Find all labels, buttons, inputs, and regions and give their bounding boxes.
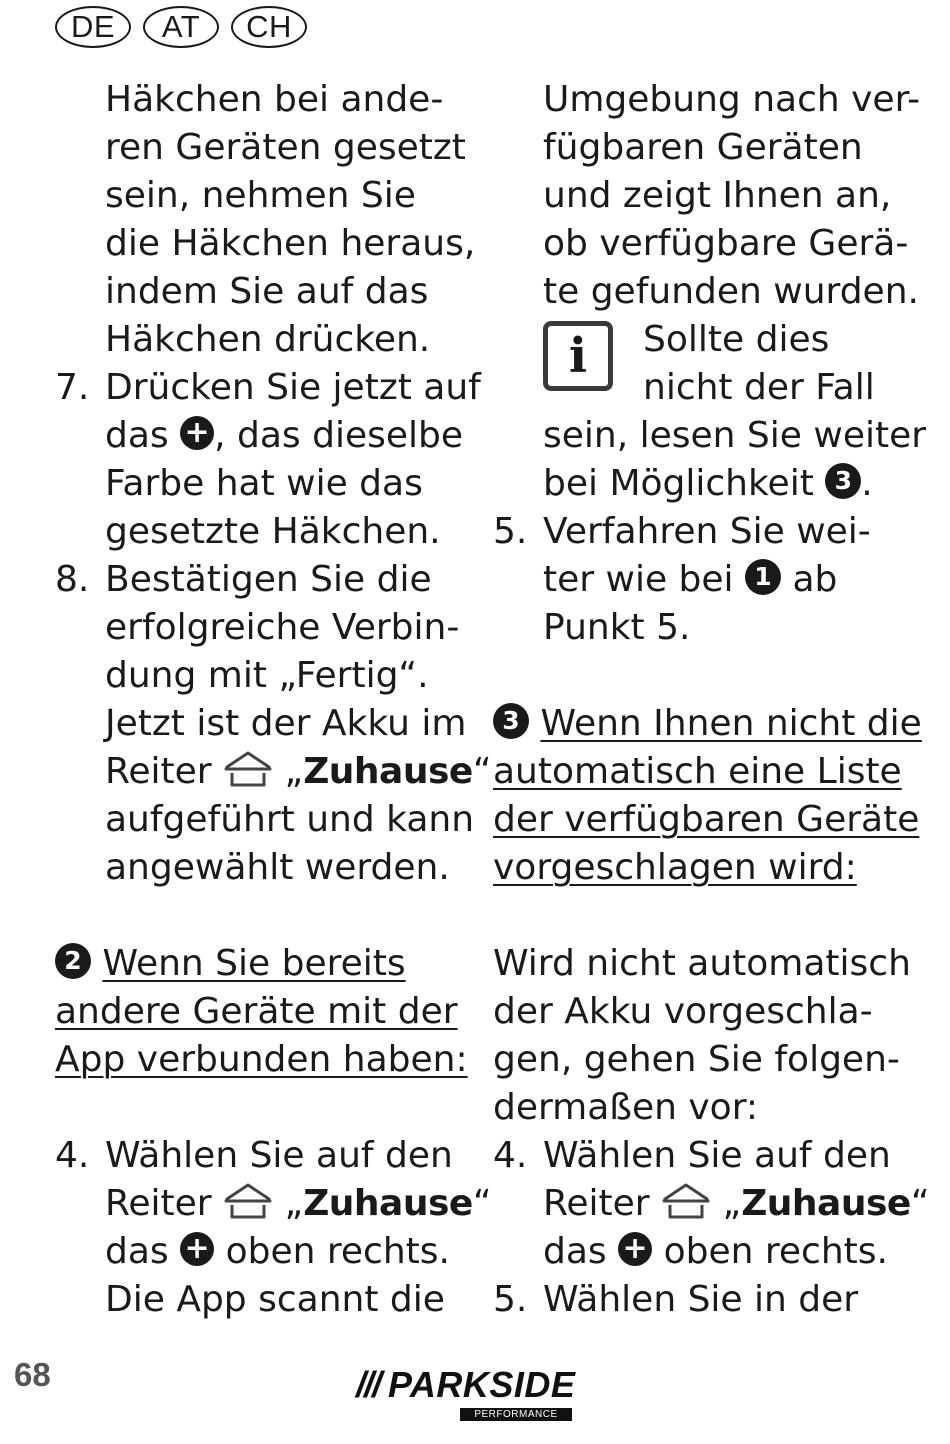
tab-name-bold: Zuhause [303, 1183, 473, 1224]
text-line: angewählt werden. [105, 847, 450, 888]
text-line: fügbaren Geräten [543, 127, 863, 168]
step-text: das [105, 415, 169, 456]
step-number: 7. [55, 367, 90, 408]
tab-name-bold: Zuhause [741, 1183, 911, 1224]
info-text: nicht der Fall [643, 367, 875, 408]
step-text: das [105, 1231, 169, 1272]
heading-line [493, 748, 913, 796]
section-marker: 3 [493, 703, 529, 739]
home-icon [223, 1180, 273, 1222]
heading-text: andere Geräte mit der [55, 991, 458, 1032]
step-text: Wählen Sie in der [543, 1279, 859, 1320]
text-line: Häkchen drücken. [105, 319, 431, 360]
text-line [493, 556, 913, 604]
logo-text: PARKSIDE [388, 1364, 576, 1405]
step-text: ab [792, 559, 838, 600]
plus-circle-icon: + [180, 1232, 214, 1266]
step-number: 5. [493, 511, 528, 552]
text-line: Jetzt ist der Akku im [105, 703, 467, 744]
plus-circle-icon: + [180, 416, 214, 450]
country-badges [55, 6, 319, 48]
text-line: te gefunden wurden. [543, 271, 919, 312]
quote-mark: “ [910, 1183, 930, 1224]
step-7 [55, 364, 481, 412]
text-line: Farbe hat wie das [105, 463, 423, 504]
text-line: dermaßen vor: [493, 1087, 759, 1128]
section-3-heading [493, 700, 922, 748]
logo-wordmark [356, 1366, 578, 1404]
text-line: der Akku vorgeschla- [493, 991, 873, 1032]
country-badge-ch: CH [231, 6, 307, 48]
step-text: das [543, 1231, 607, 1272]
heading-text: vorgeschlagen wird: [493, 847, 857, 888]
home-icon [661, 1180, 711, 1222]
home-icon [223, 748, 273, 790]
text-line: die Häkchen heraus, [105, 223, 476, 264]
step-5 [493, 508, 913, 556]
text-line: gen, gehen Sie folgen- [493, 1039, 900, 1080]
text-line [55, 1228, 475, 1276]
text-line: dung mit „Fertig“. [105, 655, 429, 696]
heading-line [493, 844, 913, 892]
text-line [55, 748, 492, 796]
parkside-logo [356, 1364, 578, 1420]
info-text: bei Möglichkeit [543, 463, 814, 504]
text-line: Wird nicht automatisch [493, 943, 911, 984]
step-text: Reiter [543, 1183, 650, 1224]
quote-mark: “ [472, 751, 492, 792]
info-text: Sollte dies [643, 319, 830, 360]
heading-line [493, 796, 920, 844]
step-8 [55, 556, 475, 604]
text-line: ob verfügbare Gerä- [543, 223, 909, 264]
quote-mark: „ [284, 751, 304, 792]
info-icon: i [543, 321, 613, 391]
step-number: 4. [55, 1135, 90, 1176]
step-4 [493, 1132, 913, 1180]
plus-circle-icon: + [618, 1232, 652, 1266]
step-text: oben rechts. [225, 1231, 450, 1272]
tab-name-bold: Zuhause [303, 751, 473, 792]
option-3-marker: 3 [825, 463, 861, 499]
left-column [55, 76, 492, 1324]
logo-slashes: /// [356, 1364, 381, 1405]
text-line: und zeigt Ihnen an, [543, 175, 892, 216]
text-line [493, 1228, 913, 1276]
heading-line [55, 1036, 475, 1084]
info-text-line [493, 460, 913, 508]
page-number: 68 [14, 1356, 51, 1393]
section-2-heading [55, 940, 475, 988]
right-column [493, 76, 930, 1324]
step-number: 5. [493, 1279, 528, 1320]
heading-text: Wenn Sie bereits [102, 943, 406, 984]
step-text: Bestätigen Sie die [105, 559, 432, 600]
heading-text: automatisch eine Liste [493, 751, 902, 792]
text-line: Punkt 5. [543, 607, 691, 648]
section-marker: 2 [55, 943, 91, 979]
step-text: Wählen Sie auf den [543, 1135, 891, 1176]
step-text: oben rechts. [663, 1231, 888, 1272]
text-line: gesetzte Häkchen. [105, 511, 441, 552]
quote-mark: „ [284, 1183, 304, 1224]
info-text: sein, lesen Sie weiter [543, 415, 927, 456]
punctuation: . [861, 463, 873, 504]
text-line: ren Geräten gesetzt [105, 127, 466, 168]
logo-subtext: PERFORMANCE [460, 1408, 572, 1421]
country-badge-de: DE [55, 6, 131, 48]
option-1-marker: 1 [745, 559, 781, 595]
text-line: indem Sie auf das [105, 271, 429, 312]
text-line: sein, nehmen Sie [105, 175, 416, 216]
text-line: aufgeführt und kann [105, 799, 475, 840]
step-number: 8. [55, 559, 90, 600]
step-5 [493, 1276, 913, 1324]
step-4 [55, 1132, 475, 1180]
step-text: Wählen Sie auf den [105, 1135, 453, 1176]
country-badge-at: AT [143, 6, 219, 48]
step-text: Reiter [105, 1183, 212, 1224]
text-line: Häkchen bei ande- [105, 79, 444, 120]
text-line [55, 412, 475, 460]
heading-text: Wenn Ihnen nicht die [540, 703, 922, 744]
step-text: Reiter [105, 751, 212, 792]
text-line: erfolgreiche Verbin- [105, 607, 460, 648]
quote-mark: “ [472, 1183, 492, 1224]
heading-text: App verbunden haben: [55, 1039, 468, 1080]
step-text: Verfahren Sie wei- [543, 511, 871, 552]
step-number: 4. [493, 1135, 528, 1176]
text-line: Die App scannt die [105, 1279, 445, 1320]
heading-text: der verfügbaren Geräte [493, 799, 920, 840]
text-line [55, 1180, 492, 1228]
quote-mark: „ [722, 1183, 742, 1224]
heading-line [55, 988, 475, 1036]
step-text: , das dieselbe [214, 415, 464, 456]
step-text: Drücken Sie jetzt auf [105, 367, 481, 408]
text-line: Umgebung nach ver- [543, 79, 921, 120]
step-text: ter wie bei [543, 559, 734, 600]
text-line [493, 1180, 930, 1228]
